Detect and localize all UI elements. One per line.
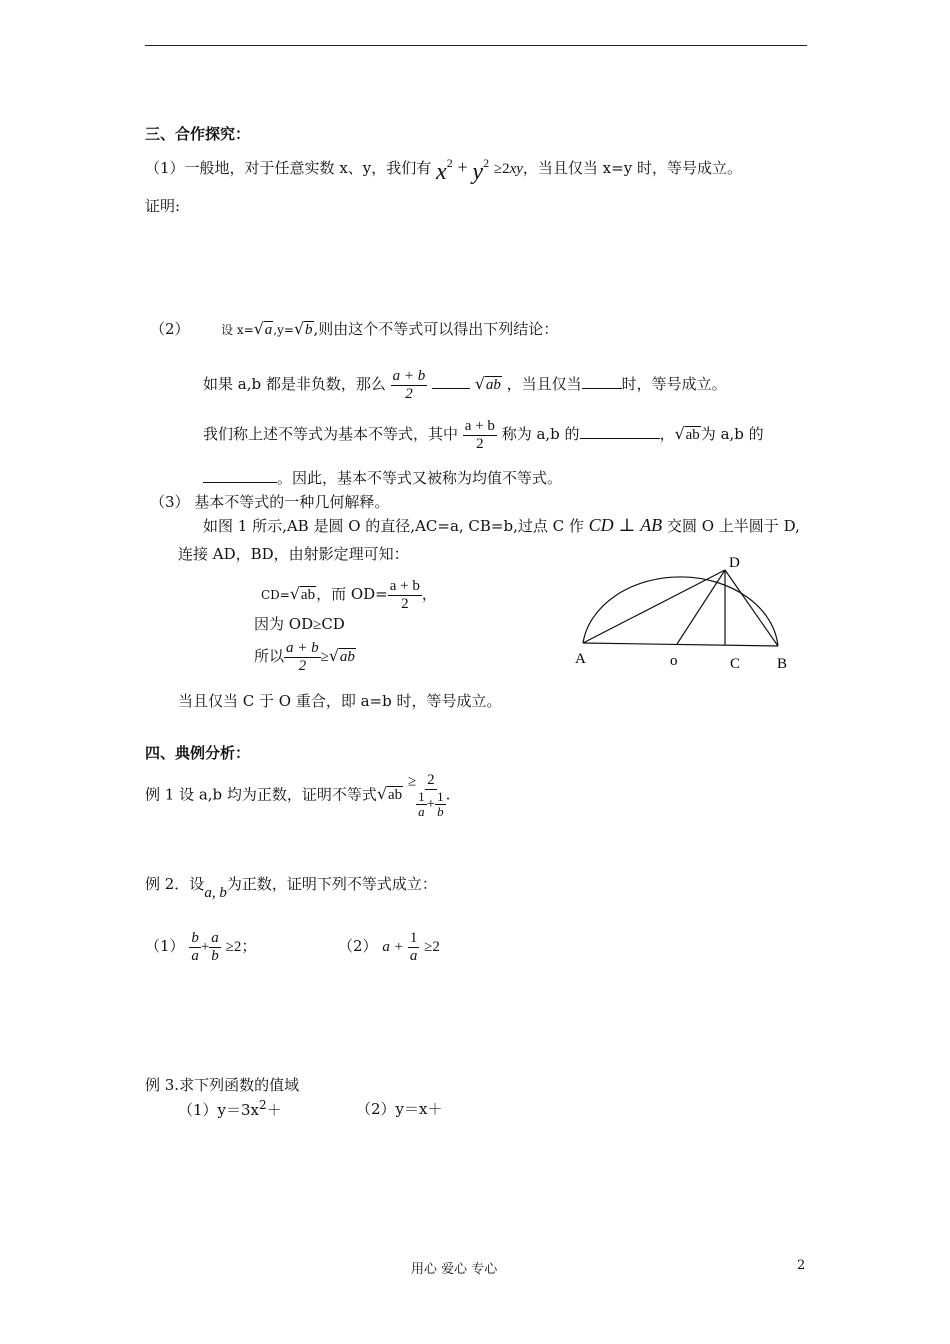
blank-arith-mean — [580, 423, 660, 439]
ex2-p1-two: 2 — [233, 939, 242, 955]
page-number: 2 — [797, 1258, 806, 1273]
od-frac: $\frac{a + b}{2}$ — [389, 578, 420, 612]
ex2-ab: a, b — [204, 885, 227, 901]
formula-sup1: 2 — [446, 156, 453, 170]
ex2-p1-geq: ≥ — [225, 939, 234, 955]
item2-set: 设 x= — [221, 323, 254, 337]
ex3-p1: （1）y＝3x — [178, 1101, 260, 1119]
item3-title: （3） 基本不等式的一种几何解释。 — [150, 493, 390, 511]
item3-line1 — [203, 515, 800, 536]
therefore-frac: $\frac{a + b}{2}$ — [286, 640, 319, 674]
therefore-line — [254, 640, 356, 674]
item1-prefix: （1）一般地，对于任意实数 x、y，我们有 — [145, 159, 432, 177]
perp-symbol: ⊥ — [618, 515, 636, 535]
ex1-end: . — [445, 785, 451, 804]
header-rule — [145, 45, 807, 46]
example1 — [145, 772, 450, 819]
item2-line2-prefix: 我们称上述不等式为基本不等式，其中 — [203, 425, 459, 443]
formula-geq: ≥ — [493, 161, 503, 177]
item1-suffix: ，当且仅当 x=y 时，等号成立。 — [522, 159, 742, 177]
section4-title: 四、典例分析： — [145, 744, 251, 762]
example2 — [145, 873, 437, 901]
ab-symbol: AB — [640, 515, 663, 535]
ex2-prefix: 例 2．设 — [145, 875, 205, 893]
label-D: D — [729, 555, 740, 571]
example3-part1 — [178, 1098, 282, 1120]
item3-line1-prefix: 如图 1 所示,AB 是圆 O 的直径,AC=a, CB=b,过点 C 作 — [203, 517, 584, 535]
example2-part1: （1） $\frac{b}{a}$ + $\frac{a}{b}$ ≥2； — [145, 930, 257, 964]
ex1-frac-inv-b: $\frac{1}{b}$ — [437, 788, 444, 819]
ex3-p1-end: ＋ — [266, 1101, 282, 1119]
label-O: o — [670, 653, 678, 669]
formula-sup2: 2 — [483, 156, 490, 170]
label-C: C — [730, 656, 741, 672]
item2-line3-text: 。因此，基本不等式又被称为均值不等式。 — [277, 469, 563, 487]
label-A: A — [575, 651, 586, 667]
segment-BD — [725, 570, 778, 646]
item2-line1 — [203, 368, 727, 402]
ex1-frac-inv-a: $\frac{1}{a}$ — [418, 788, 425, 819]
because-text: 因为 OD — [254, 615, 314, 633]
item2-line1-suffix: ，当且仅当 — [506, 375, 582, 393]
ex1-frac: 2 $\frac{1}{a}$ + $\frac{1}{b}$ — [418, 772, 444, 819]
formula-y: y — [472, 159, 484, 185]
item2-line2 — [203, 418, 764, 452]
item2-y: ,y= — [273, 323, 294, 337]
ex1-sqrt: √ ab — [376, 784, 403, 804]
conclusion: 当且仅当 C 于 O 重合，即 a=b 时，等号成立。 — [178, 692, 502, 710]
ex2-p2-geq: ≥ — [424, 939, 433, 955]
proof-label: 证明: — [145, 197, 181, 215]
item1-line — [145, 153, 742, 185]
example3-title: 例 3.求下列函数的值域 — [145, 1076, 300, 1094]
item3-line2: 连接 AD，BD，由射影定理可知： — [178, 545, 409, 563]
semicircle-figure — [565, 548, 805, 678]
because-end: CD — [321, 615, 345, 633]
od-end: ， — [421, 585, 437, 603]
item2-line1-prefix: 如果 a,b 都是非负数，那么 — [203, 375, 386, 393]
item2-line — [150, 318, 558, 339]
blank-condition — [582, 373, 622, 389]
item2-line3 — [203, 467, 562, 488]
ex2-suffix: 为正数，证明下列不等式成立： — [226, 875, 437, 893]
sqrt-a: √ a — [253, 318, 273, 338]
item2-line2-end: 为 a,b 的 — [700, 425, 764, 443]
footer-motto: 用心 爱心 专心 — [411, 1262, 498, 1277]
blank-relation — [432, 373, 470, 389]
ex2-p2-two: 2 — [432, 939, 440, 955]
ex1-geq: ≥ — [407, 773, 417, 790]
formula-x: x — [436, 159, 447, 185]
ex2-p1-label: （1） — [145, 937, 185, 955]
because-geq: ≥ — [313, 617, 322, 633]
ex1-prefix: 例 1 设 a,b 均为正数，证明不等式 — [145, 785, 377, 804]
because-line — [254, 613, 345, 634]
item2-line2-mid2: ， — [659, 425, 675, 443]
cd-label: CD= — [261, 588, 290, 602]
item3-line1-suffix: 交圆 O 上半圆于 D, — [666, 517, 800, 535]
item2-line2-mid: 称为 a,b 的 — [501, 425, 580, 443]
example2-part2: （2） a + $\frac{1}{a}$ ≥2 — [338, 930, 440, 964]
segment-AD — [583, 570, 725, 643]
formula-plus: + — [457, 157, 468, 177]
item2-suffix: ,则由这个不等式可以得出下列结论： — [313, 320, 559, 338]
diameter-AB — [583, 643, 778, 646]
ex2-p1-end: ； — [241, 937, 257, 955]
segment-OD — [677, 570, 725, 644]
formula-xy: xy — [509, 161, 523, 177]
cd-sqrt: √ ab — [289, 583, 316, 603]
item2-prefix: （2） — [150, 320, 190, 338]
sqrt-ab-roman: √ ab — [674, 423, 700, 443]
ex2-frac-b-over-a: $\frac{b}{a}$ — [191, 930, 199, 964]
cd-line — [261, 578, 437, 612]
ex2-p2-a: a — [382, 939, 390, 955]
label-B: B — [777, 656, 788, 672]
blank-geo-mean — [203, 467, 277, 483]
sqrt-ab: √ ab — [474, 373, 501, 393]
formula-two: 2 — [502, 161, 510, 177]
sqrt-b: √ b — [293, 318, 313, 338]
therefore-text: 所以 — [254, 647, 285, 665]
semicircle-arc — [583, 577, 778, 646]
frac-a-plus-b: $\frac{a + b}{2}$ — [392, 368, 426, 402]
frac-a-plus-b-roman: $\frac{a + b}{2}$ — [464, 418, 495, 452]
therefore-sqrt: √ ab — [328, 645, 355, 665]
ex3-p1-sup: 2 — [259, 1098, 267, 1112]
section3-title: 三、合作探究： — [145, 125, 251, 143]
ex2-frac-a-over-b: $\frac{a}{b}$ — [211, 930, 219, 964]
therefore-geq: ≥ — [320, 649, 329, 665]
example3-part2: （2）y＝x＋ — [356, 1100, 443, 1118]
ex2-frac-one-over-a: $\frac{1}{a}$ — [409, 930, 418, 964]
ex2-p2-label: （2） — [338, 937, 378, 955]
od-label: ，而 OD= — [316, 585, 388, 603]
cd-symbol: CD — [588, 515, 614, 535]
item2-line1-end: 时，等号成立。 — [621, 375, 727, 393]
